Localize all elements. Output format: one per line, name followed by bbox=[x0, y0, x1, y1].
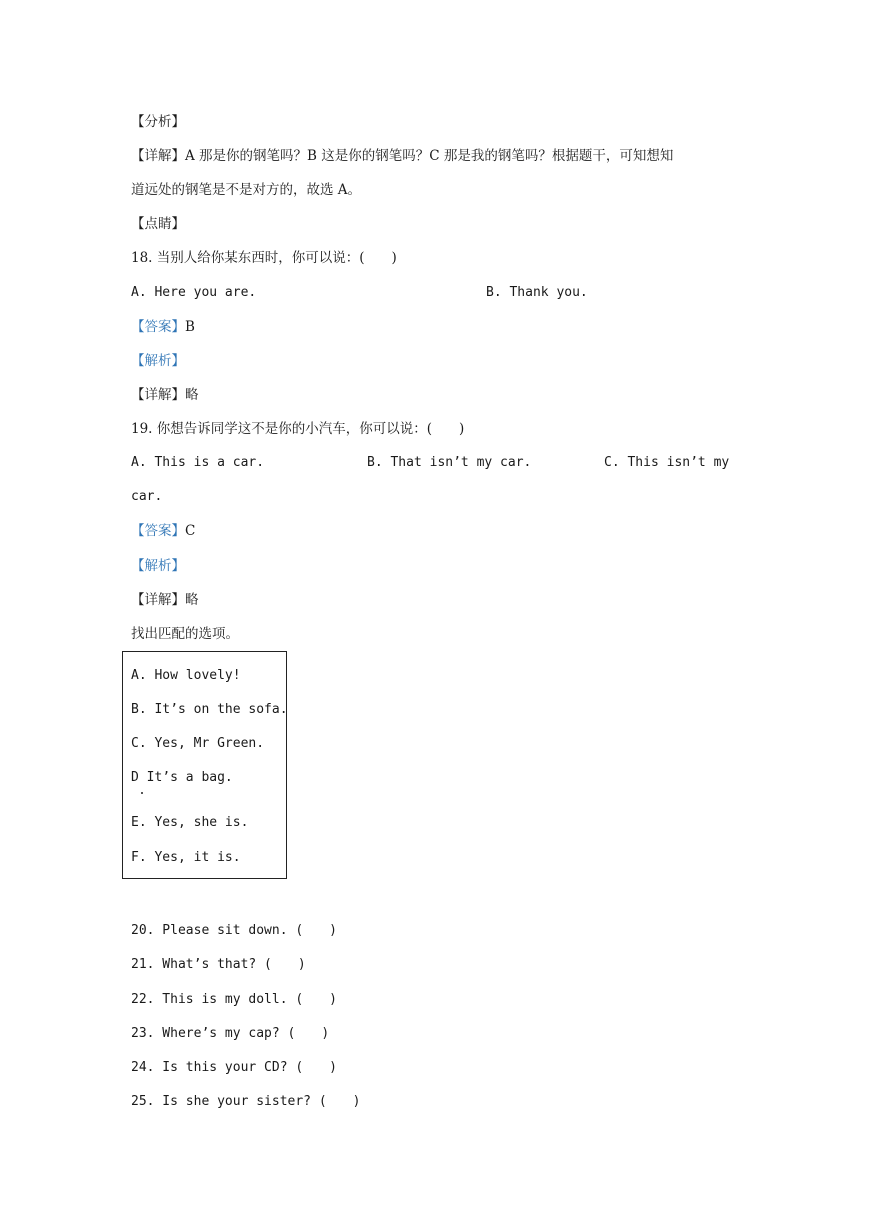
question-20: 20. Please sit down. ( ) bbox=[131, 923, 338, 938]
q19-stem: 19. 你想告诉同学这不是你的小汽车，你可以说：( ) bbox=[131, 421, 465, 437]
q18-analysis: 【解析】 bbox=[131, 353, 185, 369]
question-23: 23. Where’s my cap? ( ) bbox=[131, 1026, 330, 1041]
q19-answer-label: 【答案】 bbox=[131, 523, 185, 539]
matching-option-d: D It’s a bag. bbox=[131, 770, 233, 785]
question-21: 21. What’s that? ( ) bbox=[131, 957, 306, 972]
q17-detail-line2: 道远处的钢笔是不是对方的，故选 A。 bbox=[131, 182, 362, 198]
matching-option-f: F. Yes, it is. bbox=[131, 850, 241, 865]
q19-option-c: C. This isn’t my bbox=[604, 455, 730, 470]
q18-answer-label: 【答案】 bbox=[131, 319, 185, 335]
q19-answer bbox=[131, 521, 195, 541]
q19-analysis: 【解析】 bbox=[131, 558, 185, 574]
q18-option-b: B. Thank you. bbox=[486, 285, 588, 300]
question-25: 25. Is she your sister? ( ) bbox=[131, 1094, 361, 1109]
q18-detail: 【详解】略 bbox=[131, 387, 199, 403]
matching-option-c: C. Yes, Mr Green. bbox=[131, 736, 265, 751]
matching-option-e: E. Yes, she is. bbox=[131, 815, 249, 830]
q19-option-c-cont: car. bbox=[131, 489, 163, 504]
q18-answer bbox=[131, 317, 195, 337]
q18-option-a: A. Here you are. bbox=[131, 285, 257, 300]
q18-stem: 18. 当别人给你某东西时，你可以说：( ) bbox=[131, 250, 397, 266]
question-24: 24. Is this your CD? ( ) bbox=[131, 1060, 338, 1075]
matching-instruction: 找出匹配的选项。 bbox=[131, 626, 239, 642]
matching-option-a: A. How lovely! bbox=[131, 668, 241, 683]
q19-detail: 【详解】略 bbox=[131, 592, 199, 608]
matching-options-box bbox=[122, 651, 287, 879]
q18-answer-value: B bbox=[185, 319, 195, 335]
q17-comment: 【点睛】 bbox=[131, 216, 185, 232]
q19-option-b: B. That isn’t my car. bbox=[367, 455, 532, 470]
q19-answer-value: C bbox=[185, 523, 196, 539]
q17-analysis: 【分析】 bbox=[131, 114, 185, 130]
q17-detail-line1: 【详解】A 那是你的钢笔吗？B 这是你的钢笔吗？C 那是我的钢笔吗？根据题干，可知想知 bbox=[131, 148, 674, 164]
stray-dot bbox=[141, 792, 143, 794]
question-22: 22. This is my doll. ( ) bbox=[131, 992, 338, 1007]
q19-option-a: A. This is a car. bbox=[131, 455, 265, 470]
matching-option-b: B. It’s on the sofa. bbox=[131, 702, 288, 717]
